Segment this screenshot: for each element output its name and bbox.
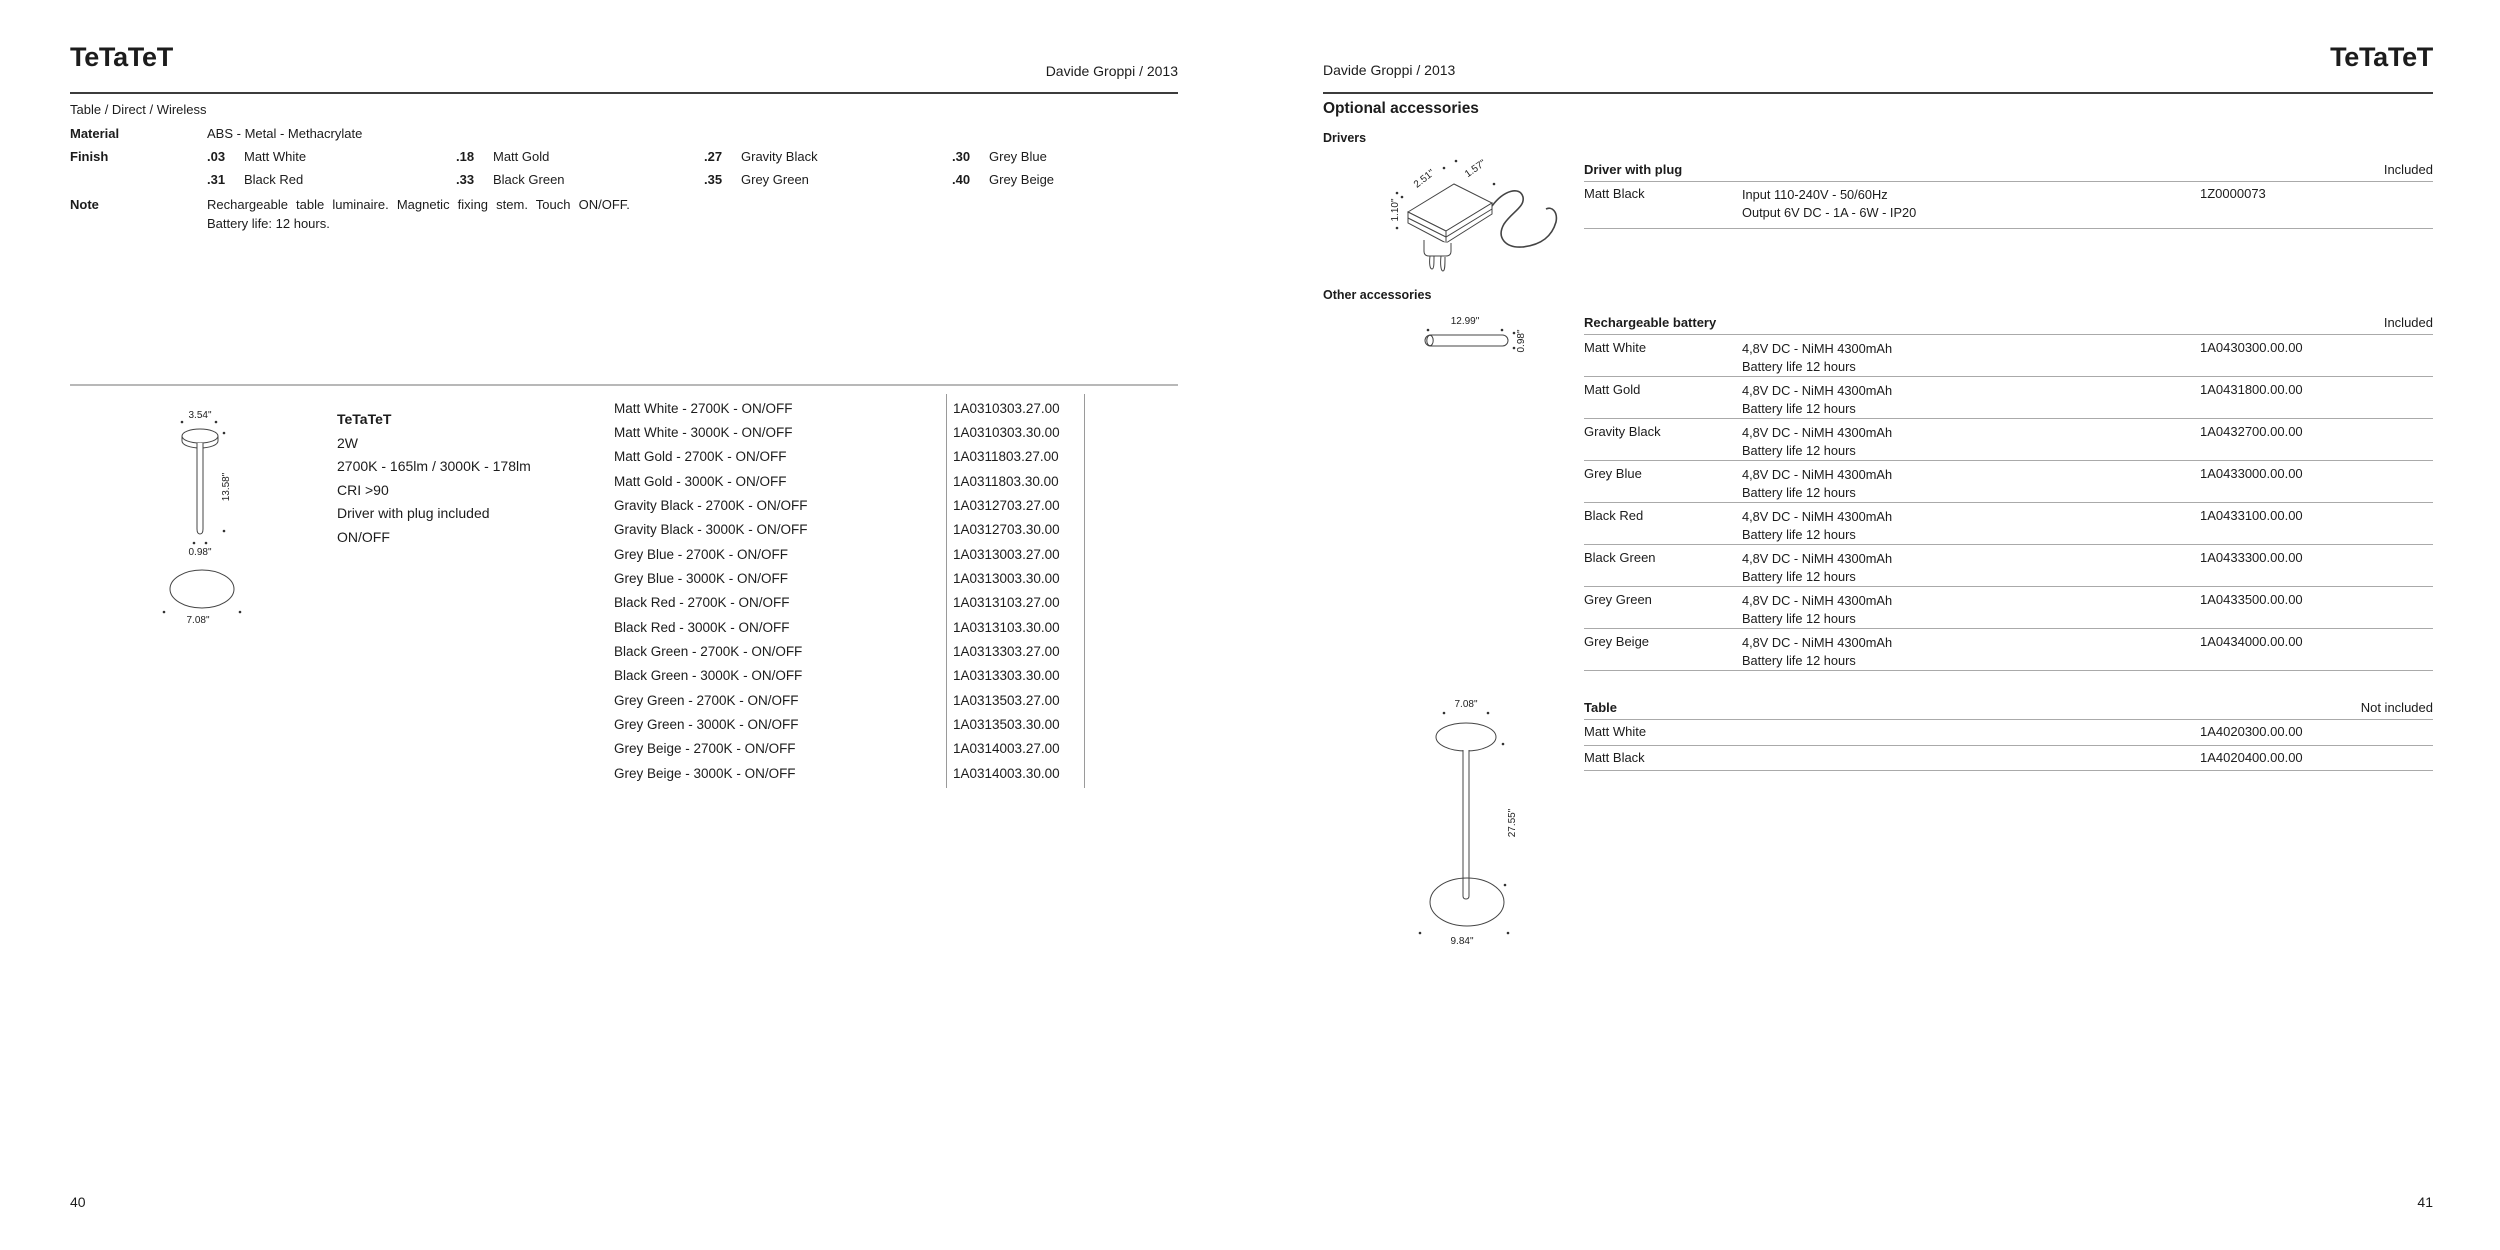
variant-code: 1A0312703.27.00	[953, 498, 1060, 514]
variant-code: 1A0312703.30.00	[953, 522, 1060, 538]
product-code: 1A4020400.00.00	[2200, 749, 2303, 765]
product-cri: CRI >90	[337, 481, 389, 498]
finish-code: .31	[207, 172, 226, 187]
finish-code: .40	[952, 172, 971, 187]
variant-name: Black Red - 3000K - ON/OFF	[614, 619, 790, 635]
section-title: Optional accessories	[1323, 100, 1479, 117]
spec-text	[1742, 634, 1892, 669]
product-code: 1A4020300.00.00	[2200, 724, 2303, 739]
variant-name: Grey Blue - 3000K - ON/OFF	[614, 571, 789, 587]
spec-line: Battery life 12 hours	[1742, 442, 1856, 458]
table-row	[1584, 587, 2433, 629]
product-info	[337, 408, 531, 550]
table-row	[1584, 181, 2433, 229]
availability-label: Included	[2383, 162, 2433, 177]
spec-line: 4,8V DC - NiMH 4300mAh	[1742, 635, 1893, 650]
table-header-label: Table	[1584, 700, 1617, 715]
spec-line: Battery life 12 hours	[1742, 358, 1856, 374]
variant-code: 1A0313303.27.00	[953, 644, 1060, 660]
table-row	[1584, 629, 2433, 671]
table-row	[614, 445, 1084, 469]
variant-name: Black Red - 2700K - ON/OFF	[614, 595, 790, 611]
finish-code: .30	[952, 149, 971, 164]
variant-code: 1A0311803.27.00	[953, 449, 1059, 465]
product-code: 1A0432700.00.00	[2200, 424, 2303, 439]
table-row	[614, 396, 1084, 420]
variant-code: 1A0313103.27.00	[953, 595, 1060, 611]
spec-line: 4,8V DC - NiMH 4300mAh	[1742, 341, 1893, 356]
designer-credit: Davide Groppi / 2013	[1323, 62, 1456, 78]
finish-code: .18	[456, 149, 475, 164]
dimension-label: 9.84"	[1450, 936, 1474, 947]
table-row	[1584, 503, 2433, 545]
table-row	[614, 712, 1084, 736]
variant-name: Matt Gold - 2700K - ON/OFF	[614, 449, 787, 465]
variant-name: Black Green - 3000K - ON/OFF	[614, 668, 803, 684]
spec-line: Battery life 12 hours	[1742, 610, 1856, 626]
spec-line: 4,8V DC - NiMH 4300mAh	[1742, 593, 1893, 608]
driver-table-header	[1584, 160, 2433, 182]
finish-name: Black Green	[493, 172, 565, 187]
table-header-label: Driver with plug	[1584, 162, 1683, 177]
table-row	[1584, 335, 2433, 377]
spec-line: 4,8V DC - NiMH 4300mAh	[1742, 425, 1893, 440]
table-row	[614, 566, 1084, 590]
variant-code: 1A0311803.30.00	[953, 473, 1059, 489]
table-table	[1584, 720, 2433, 771]
variant-code: 1A0310303.30.00	[953, 425, 1060, 441]
battery-drawing	[1420, 312, 1570, 372]
variant-code: 1A0314003.27.00	[953, 741, 1060, 757]
table-row	[1584, 746, 2433, 772]
finish-name: Grey Green	[1584, 592, 1652, 607]
finish-name: Grey Blue	[1584, 466, 1642, 481]
drivers-heading: Drivers	[1323, 131, 1367, 145]
plug-drawing	[1388, 148, 1568, 274]
finish-name: Black Green	[1584, 550, 1656, 565]
finish-name: Matt Black	[1584, 749, 1645, 765]
table-row	[1584, 720, 2433, 746]
table-row	[614, 664, 1084, 688]
other-accessories-heading: Other accessories	[1323, 288, 1432, 302]
variant-name: Gravity Black - 3000K - ON/OFF	[614, 522, 808, 538]
finish-name: Grey Green	[741, 172, 809, 187]
dimension-label: 7.08"	[1454, 699, 1478, 710]
note-line: Rechargeable table luminaire. Magnetic fixing stem. Touch ON/OFF.	[207, 197, 630, 212]
column-divider	[1084, 394, 1085, 788]
availability-label: Not included	[2360, 700, 2433, 715]
product-wattage: 2W	[337, 434, 358, 451]
variant-name: Grey Beige - 3000K - ON/OFF	[614, 765, 796, 781]
product-code: 1A0433300.00.00	[2200, 550, 2303, 565]
finish-name: Matt White	[1584, 724, 1647, 739]
spec-line: 4,8V DC - NiMH 4300mAh	[1742, 551, 1893, 566]
spec-line: Input 110-240V - 50/60Hz	[1742, 187, 1888, 202]
finish-name: Matt Black	[1584, 186, 1645, 201]
variant-name: Grey Beige - 2700K - ON/OFF	[614, 741, 796, 757]
finish-name: Matt Gold	[1584, 382, 1641, 397]
spec-line: Battery life 12 hours	[1742, 568, 1856, 584]
spec-text	[1742, 550, 1892, 585]
variant-name: Matt Gold - 3000K - ON/OFF	[614, 473, 787, 489]
table-row	[1584, 461, 2433, 503]
variant-name: Matt White - 3000K - ON/OFF	[614, 425, 793, 441]
finish-code: .03	[207, 149, 226, 164]
dimension-label: 27.55"	[1507, 808, 1518, 838]
table-row	[1584, 545, 2433, 587]
page-number-right: 41	[2417, 1194, 2433, 1210]
spec-line: Battery life 12 hours	[1742, 484, 1856, 500]
driver-table	[1584, 181, 2433, 229]
section-rule	[70, 384, 1178, 386]
finish-code: .33	[456, 172, 475, 187]
table-row	[614, 737, 1084, 761]
dimension-label: 3.54"	[188, 410, 212, 421]
spec-line: 4,8V DC - NiMH 4300mAh	[1742, 383, 1893, 398]
product-control: ON/OFF	[337, 528, 390, 545]
spec-text	[1742, 466, 1892, 501]
variant-code: 1A0313503.27.00	[953, 692, 1060, 708]
table-row	[614, 420, 1084, 444]
finish-name: Black Red	[1584, 508, 1644, 523]
table-row	[614, 688, 1084, 712]
note-label: Note	[70, 197, 99, 212]
finish-name: Matt Gold	[493, 149, 550, 164]
product-code: 1Z0000073	[2200, 186, 2266, 201]
dimension-label: 1.57"	[1462, 157, 1489, 181]
table-row	[614, 542, 1084, 566]
variant-code: 1A0313003.30.00	[953, 571, 1060, 587]
spec-line: Battery life 12 hours	[1742, 400, 1856, 416]
dimension-label: 12.99"	[1450, 316, 1480, 327]
finish-name: Matt White	[1584, 340, 1647, 355]
variant-code: 1A0313503.30.00	[953, 717, 1060, 733]
finish-name: Gravity Black	[1584, 424, 1661, 439]
finish-code: .35	[704, 172, 723, 187]
note-line: Battery life: 12 hours.	[207, 216, 330, 231]
spec-text	[1742, 186, 1916, 221]
variant-code: 1A0313303.30.00	[953, 668, 1060, 684]
dimension-label: 0.98"	[1516, 329, 1527, 353]
product-name: TeTaTeT	[337, 411, 392, 427]
variant-list	[614, 396, 1084, 786]
product-code: 1A0433100.00.00	[2200, 508, 2303, 523]
table-row	[614, 493, 1084, 517]
page-title: TeTaTeT	[70, 42, 173, 72]
product-code: 1A0433500.00.00	[2200, 592, 2303, 607]
variant-name: Grey Green - 2700K - ON/OFF	[614, 692, 799, 708]
finish-name: Gravity Black	[741, 149, 818, 164]
spec-text	[1742, 508, 1892, 543]
spec-line: Output 6V DC - 1A - 6W - IP20	[1742, 204, 1917, 220]
table-row	[614, 615, 1084, 639]
category-line: Table / Direct / Wireless	[70, 102, 207, 117]
header-rule	[70, 92, 1178, 94]
header-rule	[1323, 92, 2433, 94]
material-label: Material	[70, 126, 120, 141]
table-row	[614, 518, 1084, 542]
page-title: TeTaTeT	[2330, 42, 2433, 72]
finish-code: .27	[704, 149, 723, 164]
dimension-label: 0.98"	[188, 547, 212, 558]
variant-name: Grey Green - 3000K - ON/OFF	[614, 717, 799, 733]
dimension-label: 13.58"	[221, 472, 232, 502]
battery-table-header	[1584, 313, 2433, 335]
spec-text	[1742, 424, 1892, 459]
spec-line: 4,8V DC - NiMH 4300mAh	[1742, 467, 1893, 482]
table-table-header	[1584, 698, 2433, 720]
product-code: 1A0434000.00.00	[2200, 634, 2303, 649]
finish-name: Matt White	[244, 149, 307, 164]
table-row	[614, 761, 1084, 785]
battery-table	[1584, 335, 2433, 671]
table-row	[614, 639, 1084, 663]
variant-name: Black Green - 2700K - ON/OFF	[614, 644, 803, 660]
table-row	[1584, 377, 2433, 419]
finish-label: Finish	[70, 149, 109, 164]
finish-name: Grey Beige	[989, 172, 1055, 187]
lamp-drawing	[158, 402, 248, 632]
variant-code: 1A0313003.27.00	[953, 546, 1060, 562]
variant-name: Matt White - 2700K - ON/OFF	[614, 400, 793, 416]
dimension-label: 2.51"	[1412, 167, 1437, 191]
spec-text	[1742, 592, 1892, 627]
product-output: 2700K - 165lm / 3000K - 178lm	[337, 458, 531, 475]
availability-label: Included	[2383, 315, 2433, 330]
product-code: 1A0430300.00.00	[2200, 340, 2303, 355]
spec-text	[1742, 382, 1892, 417]
variant-code: 1A0314003.30.00	[953, 765, 1060, 781]
table-header-label: Rechargeable battery	[1584, 315, 1717, 330]
variant-code: 1A0310303.27.00	[953, 400, 1060, 416]
table-row	[1584, 419, 2433, 461]
product-code: 1A0431800.00.00	[2200, 382, 2303, 397]
designer-credit: Davide Groppi / 2013	[1045, 63, 1178, 79]
material-value: ABS - Metal - Methacrylate	[207, 126, 363, 141]
finish-name: Grey Beige	[1584, 634, 1650, 649]
page-number-left: 40	[70, 1194, 86, 1210]
table-row	[614, 591, 1084, 615]
spec-text	[1742, 340, 1892, 375]
table-row	[614, 469, 1084, 493]
spec-line: Battery life 12 hours	[1742, 526, 1856, 542]
finish-name: Grey Blue	[989, 149, 1047, 164]
dimension-label: 7.08"	[186, 615, 210, 626]
variant-code: 1A0313103.30.00	[953, 619, 1060, 635]
finish-name: Black Red	[244, 172, 304, 187]
spec-line: Battery life 12 hours	[1742, 652, 1856, 668]
spec-line: 4,8V DC - NiMH 4300mAh	[1742, 509, 1893, 524]
product-driver: Driver with plug included	[337, 505, 490, 522]
product-code: 1A0433000.00.00	[2200, 466, 2303, 481]
table-drawing	[1408, 695, 1528, 950]
dimension-label: 1.10"	[1390, 198, 1401, 222]
variant-name: Gravity Black - 2700K - ON/OFF	[614, 498, 808, 514]
variant-name: Grey Blue - 2700K - ON/OFF	[614, 546, 789, 562]
